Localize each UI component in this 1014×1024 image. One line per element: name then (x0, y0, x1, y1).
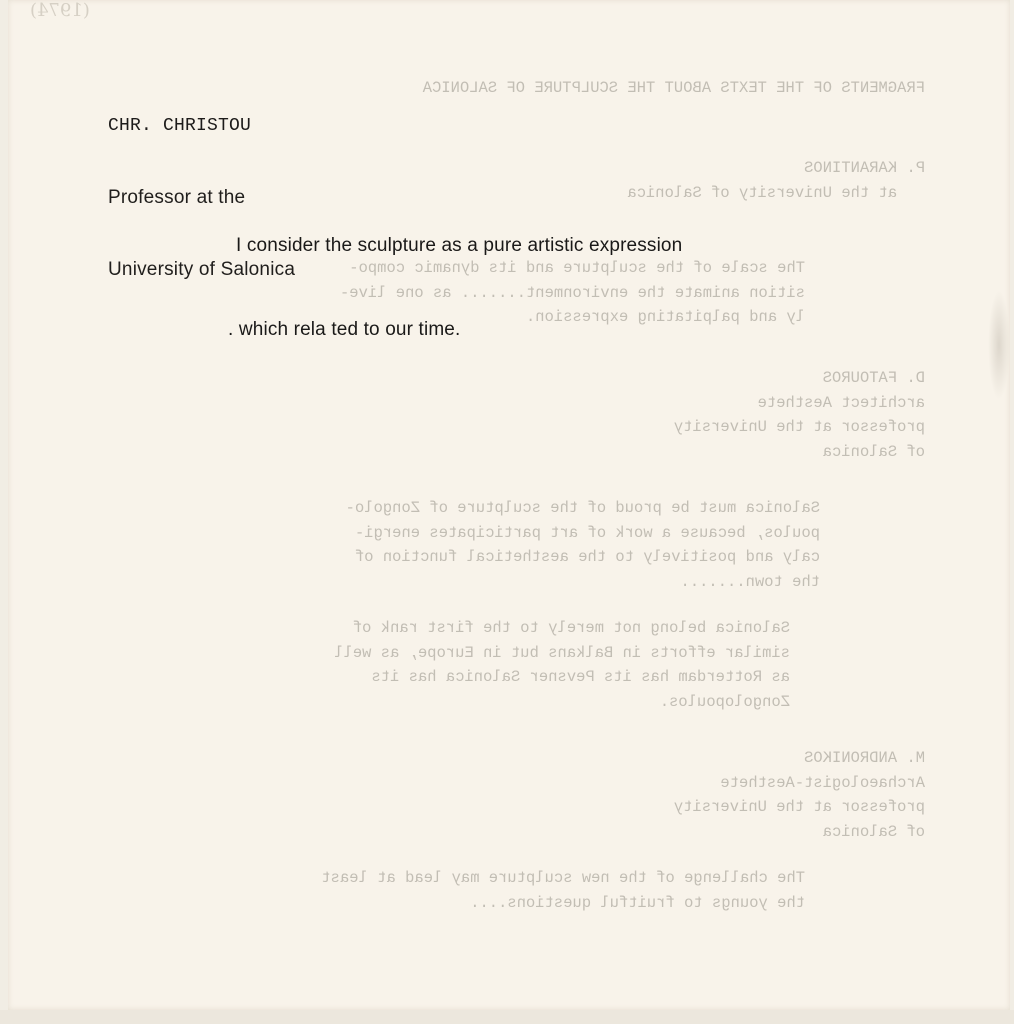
document-page (8, 0, 1010, 1010)
bleed-paragraph-4: The challenge of the new sculpture may lead at least the youngs to fruitful questions.... (321, 869, 805, 912)
author-title-line-1: Professor at the (108, 187, 246, 208)
quote-block (228, 176, 683, 400)
author-title-line-2: University of Salonica (108, 259, 296, 280)
bleed-author-karantinos: P. KARANTINOS at the University of Salonica (627, 159, 925, 202)
quote-line-2: . which rela ted to our time. (228, 319, 461, 340)
bleed-title: FRAGMENTS OF THE TEXTS ABOUT THE SCULPTURE OF SALONICA (422, 79, 925, 97)
bleed-paragraph-1: The scale of the sculpture and its dynamic compo- sition animate the environment....... as one live- ly and palpitating expression. (339, 259, 805, 326)
corner-annotation: (1974) (30, 0, 90, 21)
author-name: CHR. CHRISTOU (108, 116, 252, 136)
paper-stain (988, 290, 1010, 400)
scan-bottom-edge (0, 1010, 1014, 1024)
quote-line-1: I consider the sculpture as a pure artistic expression (236, 235, 683, 256)
bleed-author-fatouros: D. FATOUROS architect Aesthete professor at the University of Salonica (673, 369, 925, 461)
bleed-paragraph-3: Salonica belong not merely to the first rank of similar efforts in Balkans but in Europe, as well as Rotterdam has its Pevsner Salonica has its Zongolopoulos. (334, 619, 790, 711)
bleed-paragraph-2: Salonica must be proud of the sculpture of Zongolo- poulos, because a work of art participates energi- caly and positively to the aesthetical function of the town....... (345, 499, 820, 591)
bleed-author-andronikos: M. ANDRONIKOS Archaeologist-Aesthete professor at the University of Salonica (673, 749, 925, 841)
